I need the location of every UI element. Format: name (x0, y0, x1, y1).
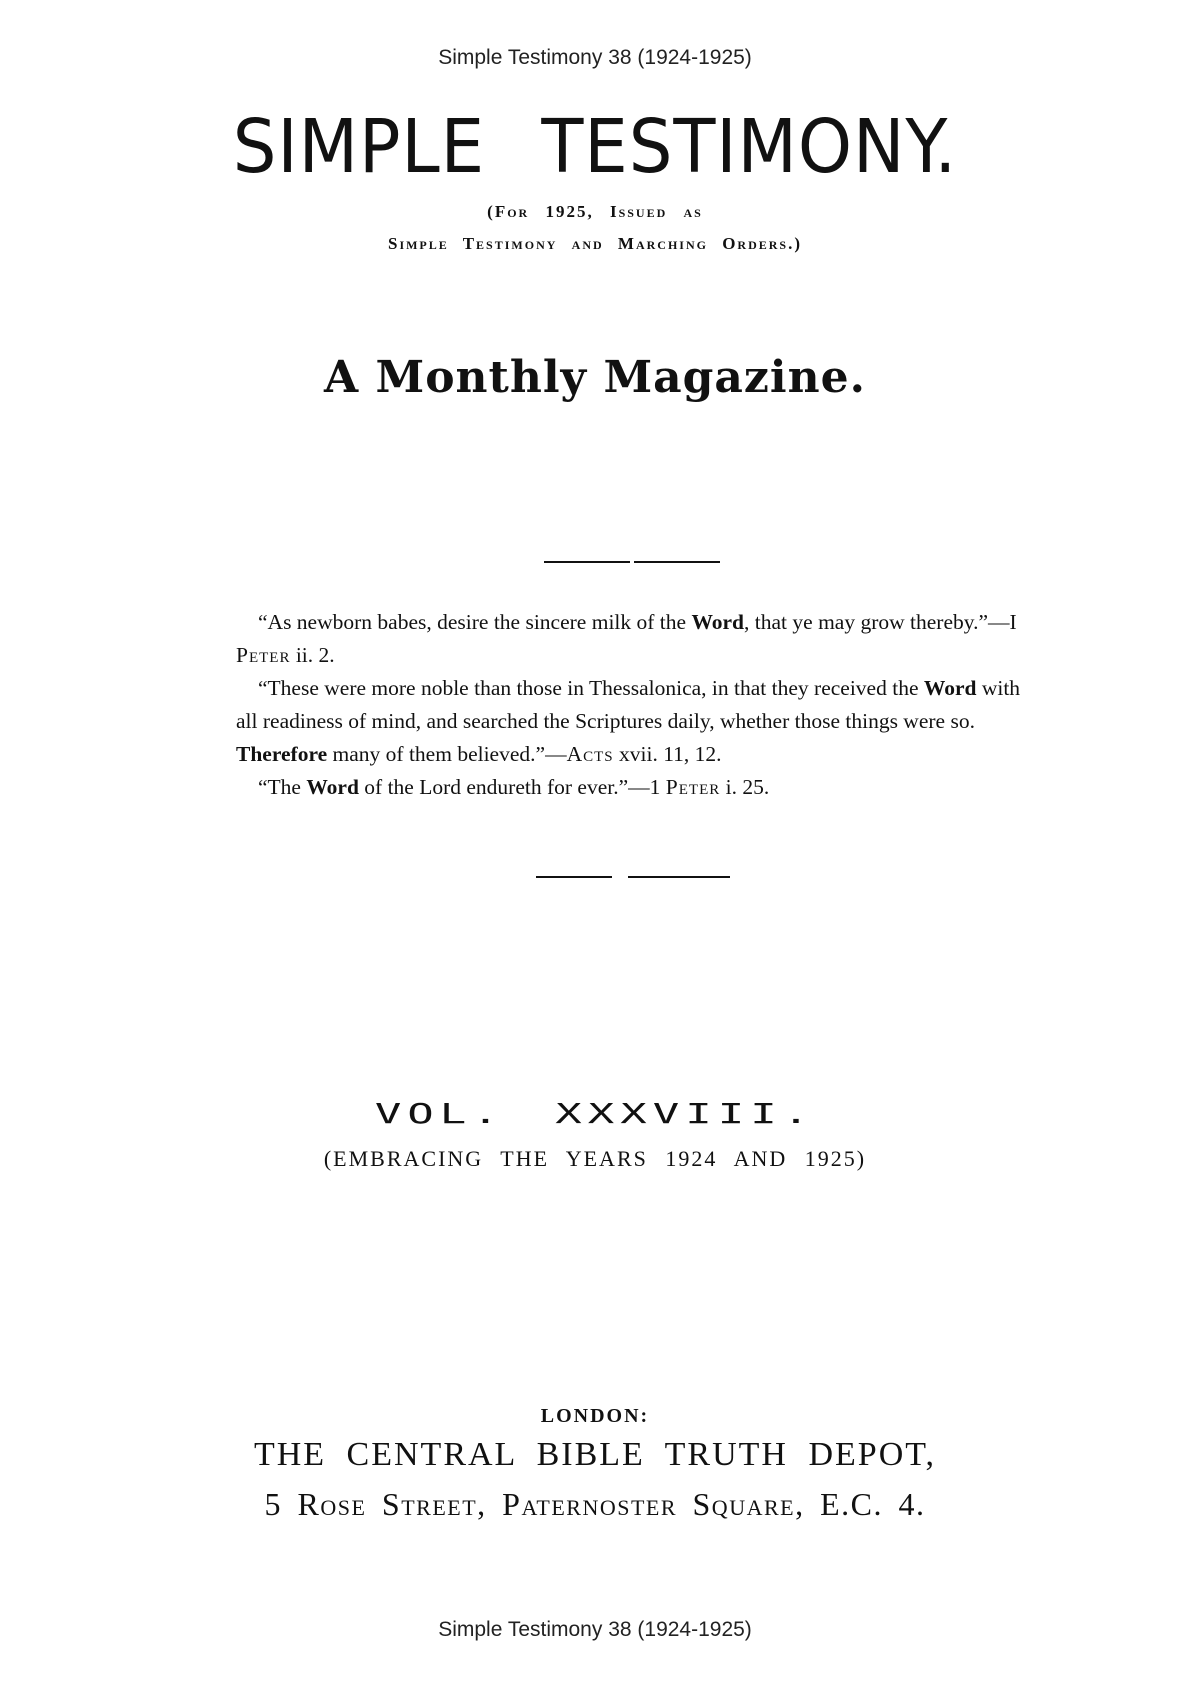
verse-text: ii. 2. (290, 643, 335, 667)
running-footer: Simple Testimony 38 (1924-1925) (438, 1618, 752, 1641)
verse-text: xvii. 11, 12. (613, 742, 722, 766)
emphasis-word: Word (923, 676, 977, 700)
verse-text: “As newborn babes, desire the sincere milk of the (258, 610, 692, 634)
verse-text: “These were more noble than those in Thessalonica, in that they received the (258, 676, 924, 700)
divider-rule (628, 876, 730, 878)
verse-1-peter-2-2 (236, 606, 1042, 672)
emphasis-word: Word (306, 775, 359, 799)
scripture-reference: Peter (236, 643, 291, 667)
verse-1-peter-1-25 (236, 771, 1042, 804)
scripture-reference: Peter (665, 775, 721, 799)
publisher-name: THE CENTRAL BIBLE TRUTH DEPOT, (253, 1436, 937, 1473)
publisher-city: LONDON: (540, 1405, 650, 1427)
verse-acts-17-11-12 (236, 672, 1042, 771)
publisher-address: 5 Rose Street, Paternoster Square, E.C. 4. (264, 1486, 926, 1522)
volume-years: (EMBRACING THE YEARS 1924 AND 1925) (323, 1146, 867, 1171)
page-title: SIMPLE TESTIMONY. (232, 104, 958, 190)
scripture-reference: Acts (566, 742, 614, 766)
emphasis-word: Word (691, 610, 745, 634)
verse-text: “The (258, 775, 307, 799)
divider-rule (536, 876, 612, 878)
running-header: Simple Testimony 38 (1924-1925) (438, 46, 752, 69)
emphasis-word: Therefore (236, 742, 328, 766)
verse-text: with all readiness of mind, and searched the Scriptures daily, whether those things were so. (236, 676, 1021, 733)
verse-text: i. 25. (720, 775, 770, 799)
issued-note-line-1: (For 1925, Issued as (487, 202, 703, 221)
scripture-quotations (236, 606, 1042, 804)
verse-text: , that ye may grow thereby.”—I (744, 610, 1017, 634)
verse-text: many of them believed.”— (327, 742, 567, 766)
subtitle: A Monthly Magazine. (324, 352, 866, 403)
divider-rule (634, 561, 720, 563)
issued-note-line-2: Simple Testimony and Marching Orders.) (387, 234, 803, 253)
volume-number: VOL. XXXVIII. (374, 1098, 816, 1130)
verse-text: of the Lord endureth for ever.”—1 (358, 775, 666, 799)
divider-rule (544, 561, 630, 563)
